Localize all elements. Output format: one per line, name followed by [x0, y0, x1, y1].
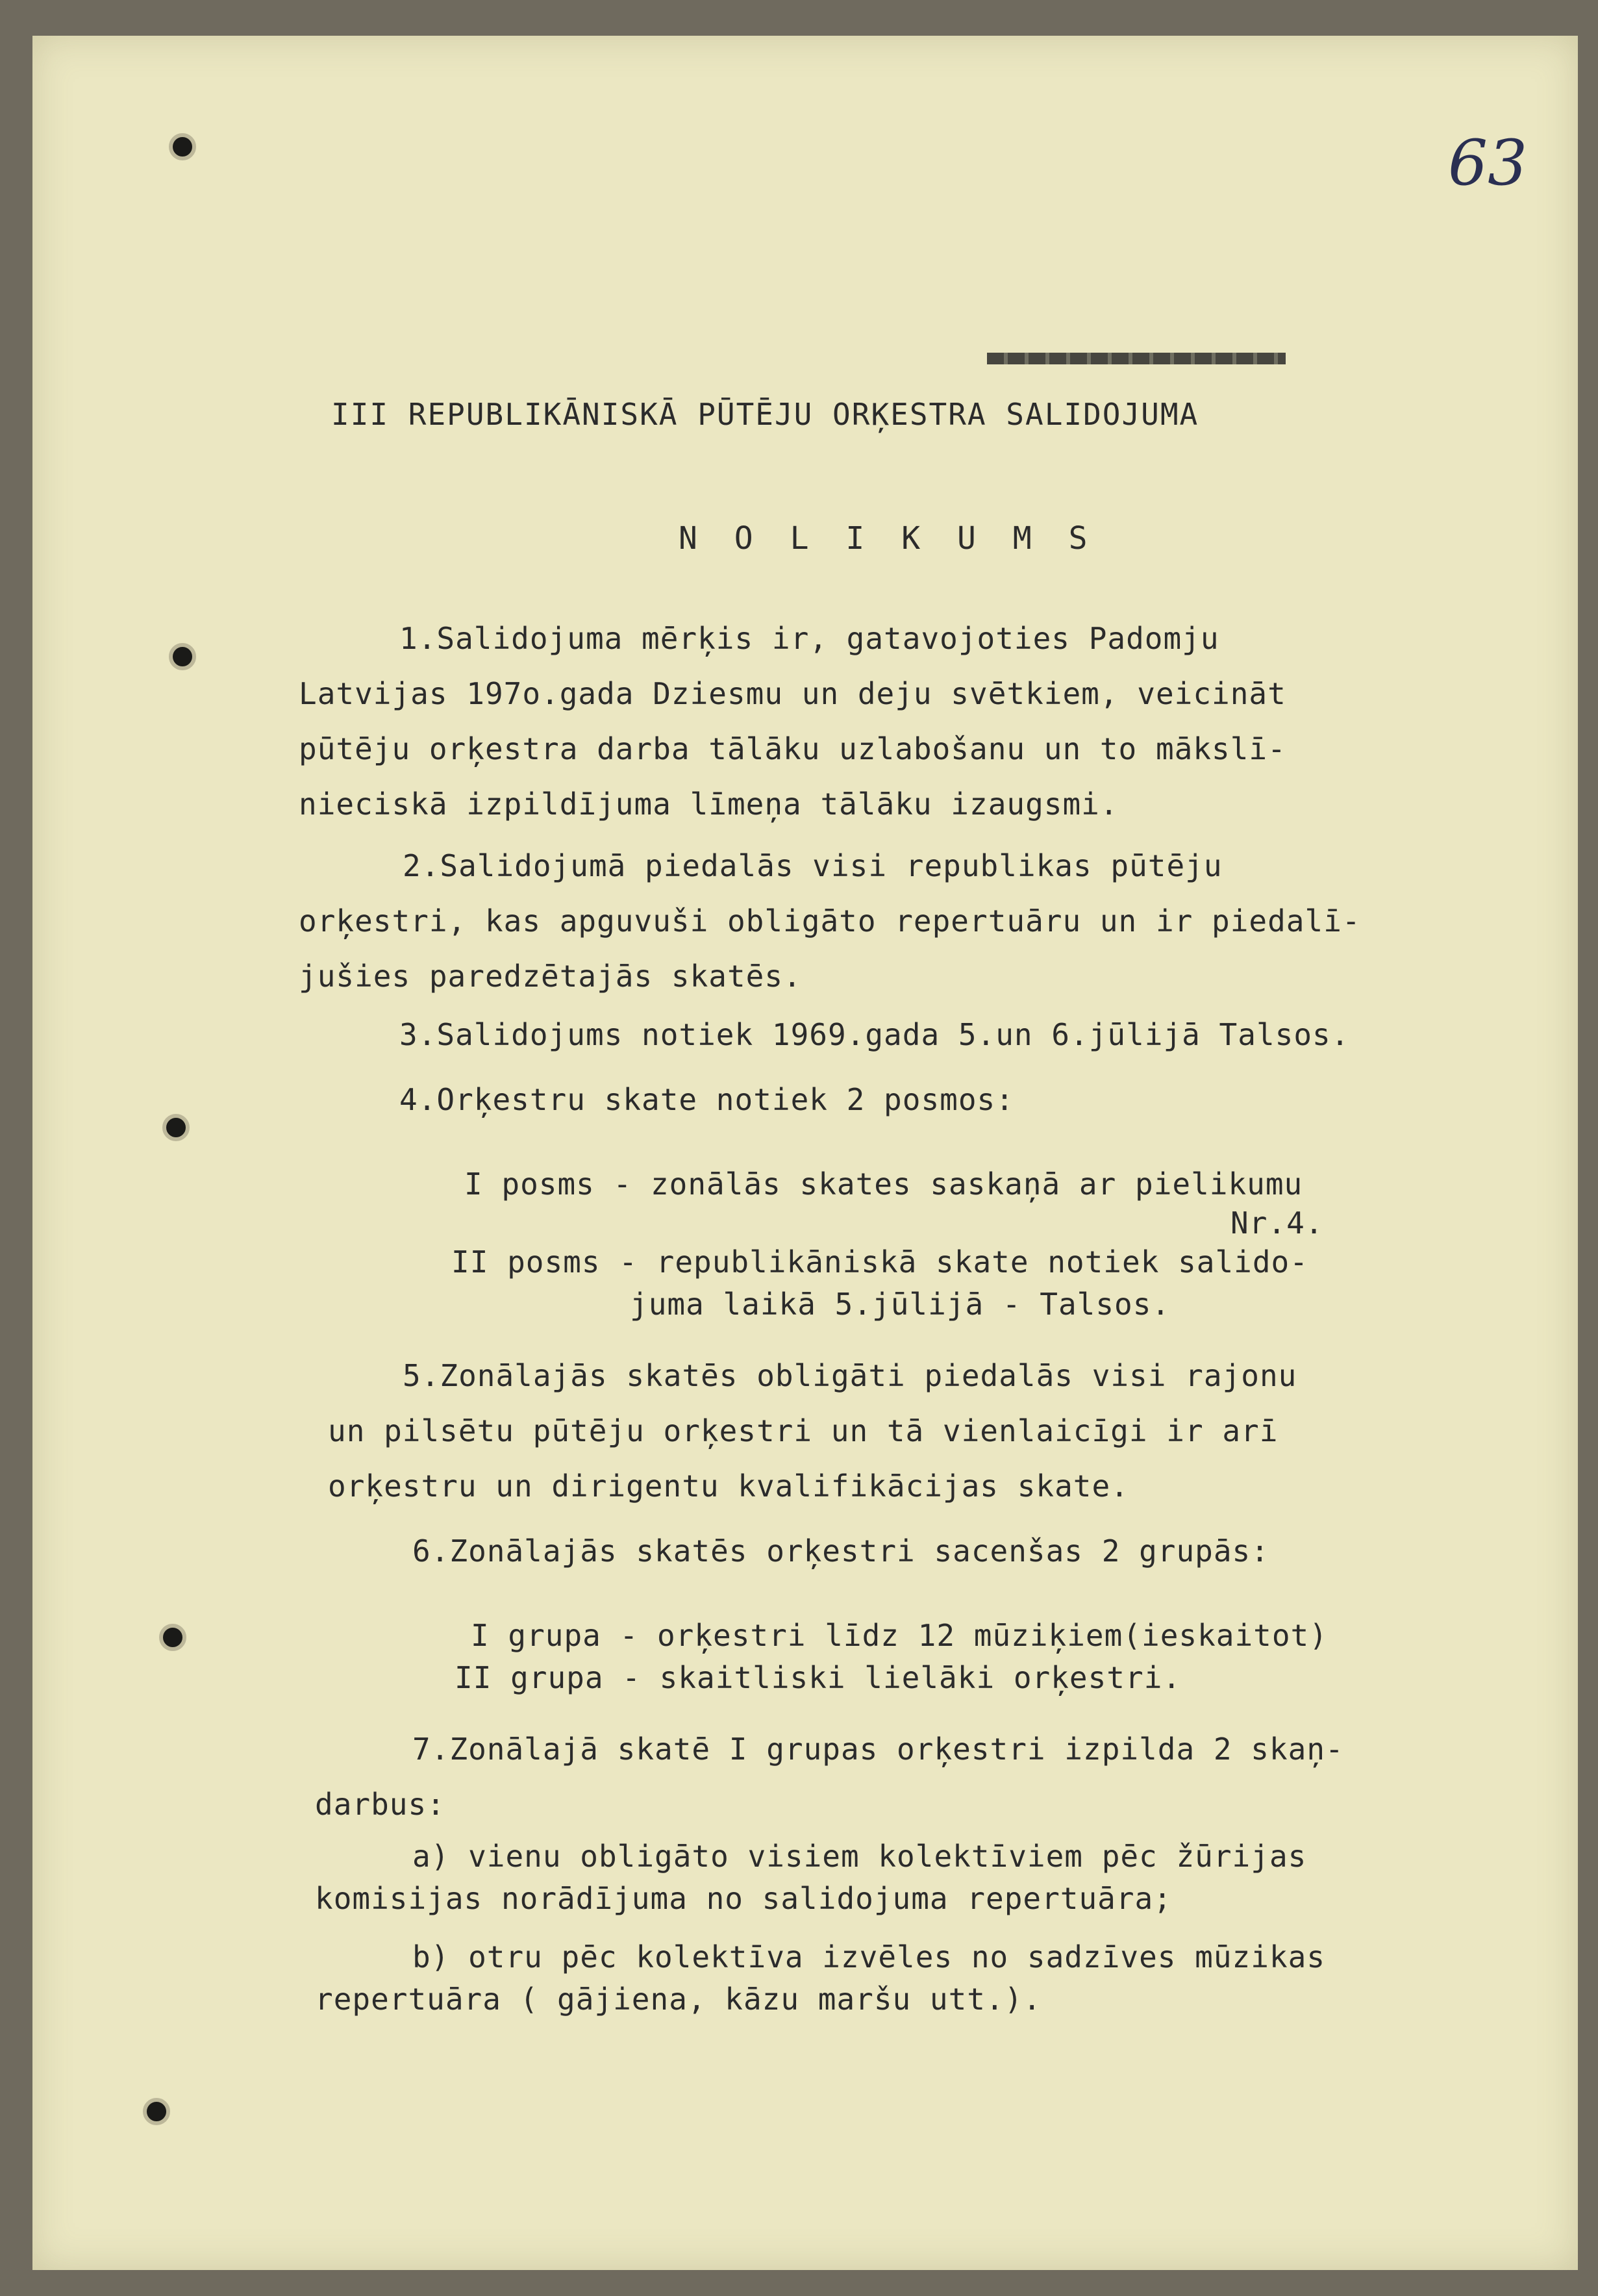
text-line: 4.Orķestru skate notiek 2 posmos: [399, 1082, 1014, 1117]
document-title: III REPUBLIKĀNISKĀ PŪTĒJU ORĶESTRA SALIDOJUMA [331, 397, 1199, 432]
text-line: komisijas norādījuma no salidojuma repertuāra; [315, 1881, 1172, 1916]
text-line: un pilsētu pūtēju orķestri un tā vienlaicīgi ir arī [328, 1413, 1279, 1448]
text-line: jušies paredzētajās skatēs. [299, 959, 802, 994]
punch-hole [169, 643, 196, 670]
page-number: 63 [1448, 127, 1528, 199]
text-line: 1.Salidojuma mērķis ir, gatavojoties Padomju [399, 621, 1219, 656]
text-line: pūtēju orķestra darba tālāku uzlabošanu un to mākslī- [299, 731, 1286, 766]
punch-hole [143, 2098, 170, 2125]
text-line: 2.Salidojumā piedalās visi republikas pūtēju [403, 848, 1223, 883]
text-line: II posms - republikāniskā skate notiek salido- [451, 1244, 1308, 1280]
text-line: I grupa - orķestri līdz 12 mūziķiem(ieskaitot) [471, 1618, 1328, 1653]
text-line: 5.Zonālajās skatēs obligāti piedalās visi rajonu [403, 1358, 1297, 1393]
text-line: juma laikā 5.jūlijā - Talsos. [630, 1287, 1171, 1322]
text-line: Nr.4. [1230, 1205, 1324, 1241]
text-line: darbus: [315, 1787, 445, 1822]
punch-hole [162, 1114, 190, 1141]
document-page [32, 36, 1578, 2270]
text-line: a) vienu obligāto visiem kolektīviem pēc žūrijas [412, 1839, 1307, 1874]
text-line: 6.Zonālajās skatēs orķestri sacenšas 2 grupās: [412, 1533, 1269, 1569]
document-subtitle: N O L I K U M S [679, 520, 1097, 557]
redaction-mark [987, 353, 1286, 364]
text-line: 3.Salidojums notiek 1969.gada 5.un 6.jūlijā Talsos. [399, 1017, 1350, 1052]
text-line: nieciskā izpildījuma līmeņa tālāku izaugsmi. [299, 787, 1119, 822]
text-line: orķestru un dirigentu kvalifikācijas skate. [328, 1469, 1129, 1504]
punch-hole [169, 133, 196, 160]
text-line: orķestri, kas apguvuši obligāto repertuāru un ir piedalī- [299, 903, 1361, 939]
text-line: 7.Zonālajā skatē I grupas orķestri izpilda 2 skaņ- [412, 1732, 1344, 1767]
text-line: b) otru pēc kolektīva izvēles no sadzīves mūzikas [412, 1939, 1326, 1974]
punch-hole [159, 1624, 186, 1651]
text-line: II grupa - skaitliski lielāki orķestri. [455, 1660, 1182, 1695]
text-line: Latvijas 197o.gada Dziesmu un deju svētkiem, veicināt [299, 676, 1286, 711]
text-line: I posms - zonālās skates saskaņā ar pielikumu [464, 1167, 1303, 1202]
text-line: repertuāra ( gājiena, kāzu maršu utt.). [315, 1982, 1042, 2017]
